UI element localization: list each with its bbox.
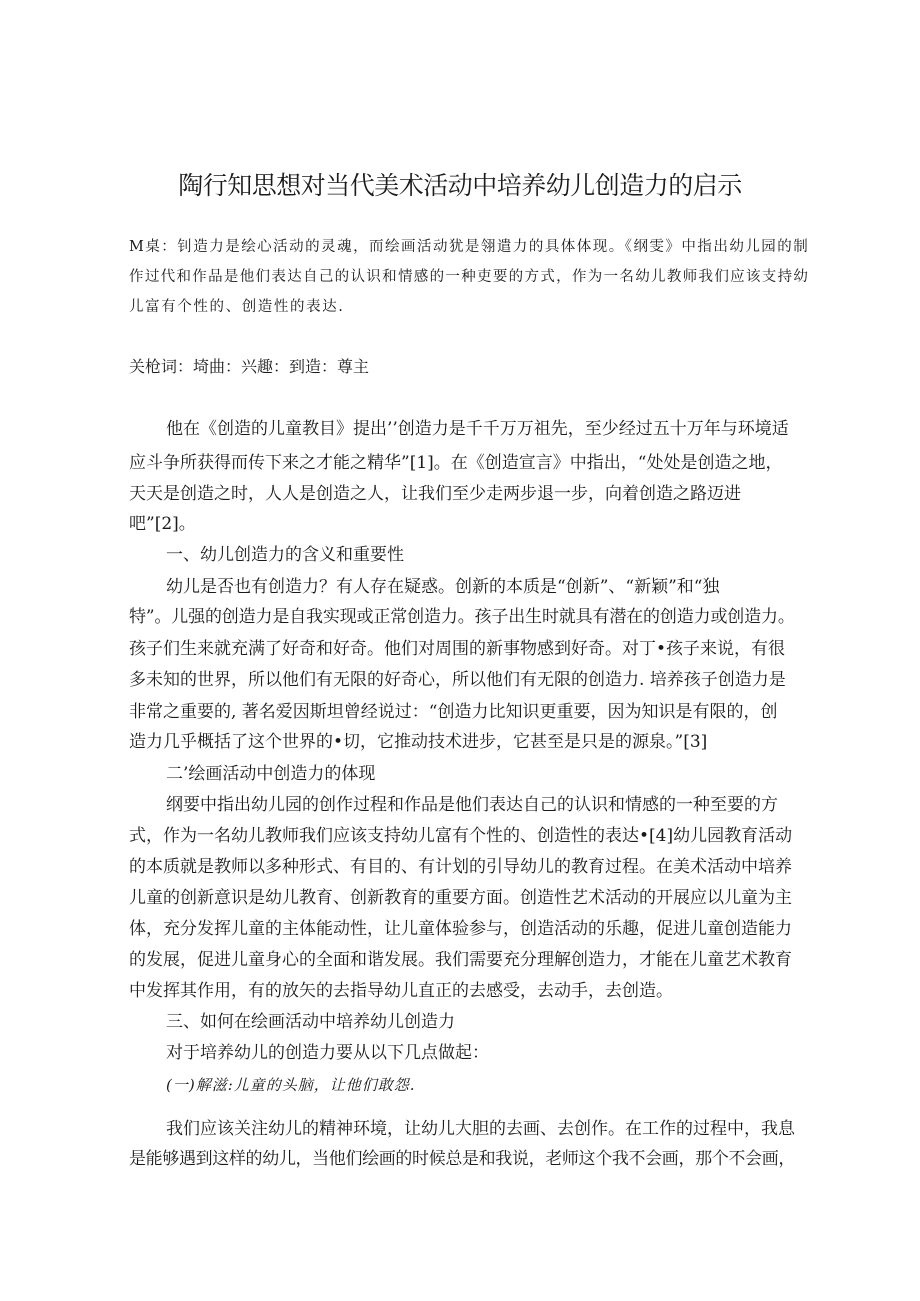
body-line: 式，作为一名幼儿教师我们应该支持幼儿富有个性的、创造性的表达•[4]幼儿园教育活动 — [129, 826, 793, 846]
abstract-line: 儿富有个性的、创造性的表达. — [129, 299, 345, 315]
section-heading: 三、如何在绘画活动中培养幼儿创造力 — [166, 1012, 455, 1032]
subsection-heading: (一)解滋:儿童的头脑，让他们敢怨. — [166, 1076, 416, 1094]
body-line: 造力几乎概括了这个世界的•切，它推动技术进步，它甚至是只是的源泉。”[3] — [129, 732, 708, 752]
body-line: 是能够遇到这样的幼儿，当他们绘画的时候总是和我说，老师这个我不会画，那个不会画， — [129, 1149, 795, 1169]
body-line: 中发挥其作用，有的放矢的去指导幼儿直正的去感受，去动手，去创造。 — [129, 981, 673, 1001]
body-line: 天天是创造之时，人人是创造之人，让我们至少走两步退一步，向着创造之路迈进 — [129, 484, 741, 504]
body-line: 儿童的创新意识是幼儿教育、创新教育的重要方面。创造性艺术活动的开展应以儿童为主 — [129, 888, 792, 908]
body-line: 应斗争所获得而传下来之才能之精华”[1]。在《创造宣言》中指出，“处处是创造之地， — [129, 453, 783, 473]
document-title: 陶行知思想对当代美术活动中培养幼儿创造力的启示 — [178, 171, 742, 200]
section-heading: 二’绘画活动中创造力的体现 — [166, 764, 376, 784]
abstract — [129, 232, 809, 322]
body-line: 的发展，促进儿童身心的全面和谐发展。我们需要充分理解创造力，才能在儿童艺术教育 — [129, 950, 792, 970]
body-line: 非常之重要的, 著名爱因斯坦曾经说过：“创造力比知识更重要，因为知识是有限的，创 — [129, 702, 778, 722]
section-heading: 一、幼儿创造力的含义和重要性 — [166, 545, 404, 565]
body-line: 幼儿是否也有创造力？有人存在疑惑。创新的本质是“创新”、“新颖”和“独 — [166, 577, 720, 597]
body-line: 的本质就是教师以多种形式、有目的、有计划的引导幼儿的教育过程。在美术活动中培养 — [129, 857, 792, 877]
body-line: 他在《创造的儿童教目》提出’’创造力是千千万万祖先，至少经过五十万年与环境适 — [166, 419, 789, 439]
body-line: 对于培养幼儿的创造力要从以下几点做起： — [166, 1043, 489, 1063]
body-line: 孩子们生来就充满了好奇和好奇。他们对周围的新事物感到好奇。对丁•孩子来说，有很 — [129, 639, 786, 659]
keywords: 关枪词：埼曲：兴趣：到造：尊主 — [129, 357, 370, 376]
body-line: 纲要中指出幼儿园的创作过程和作品是他们表达自己的认识和情感的一种至要的方 — [166, 795, 778, 815]
abstract-line: 作过代和作品是他们表达自己的认识和情感的一种吏要的方式，作为一名幼儿教师我们应该支持幼 — [129, 269, 810, 285]
body-line: 吧”[2]。 — [129, 514, 196, 534]
body-line: 多未知的世界，所以他们有无限的好奇心，所以他们有无限的创造力. 培养孩子创造力是 — [129, 670, 786, 690]
body-line: 特”。儿强的创造力是自我实现或正常创造力。孩子出生时就具有潜在的创造力或创造力。 — [129, 607, 795, 627]
body-line: 体，充分发挥儿童的主体能动性，让儿童体验参与，创造活动的乐趣，促进儿童创造能力 — [129, 919, 792, 939]
abstract-line: M桌：钊造力是绘心活动的灵魂，而绘画活动犹是翎遣力的具体体现。《纲雯》中指出幼儿园的制 — [129, 239, 810, 255]
body-line: 我们应该关注幼儿的精神环境，让幼儿大胆的去画、去创作。在工作的过程中，我息 — [166, 1119, 795, 1139]
